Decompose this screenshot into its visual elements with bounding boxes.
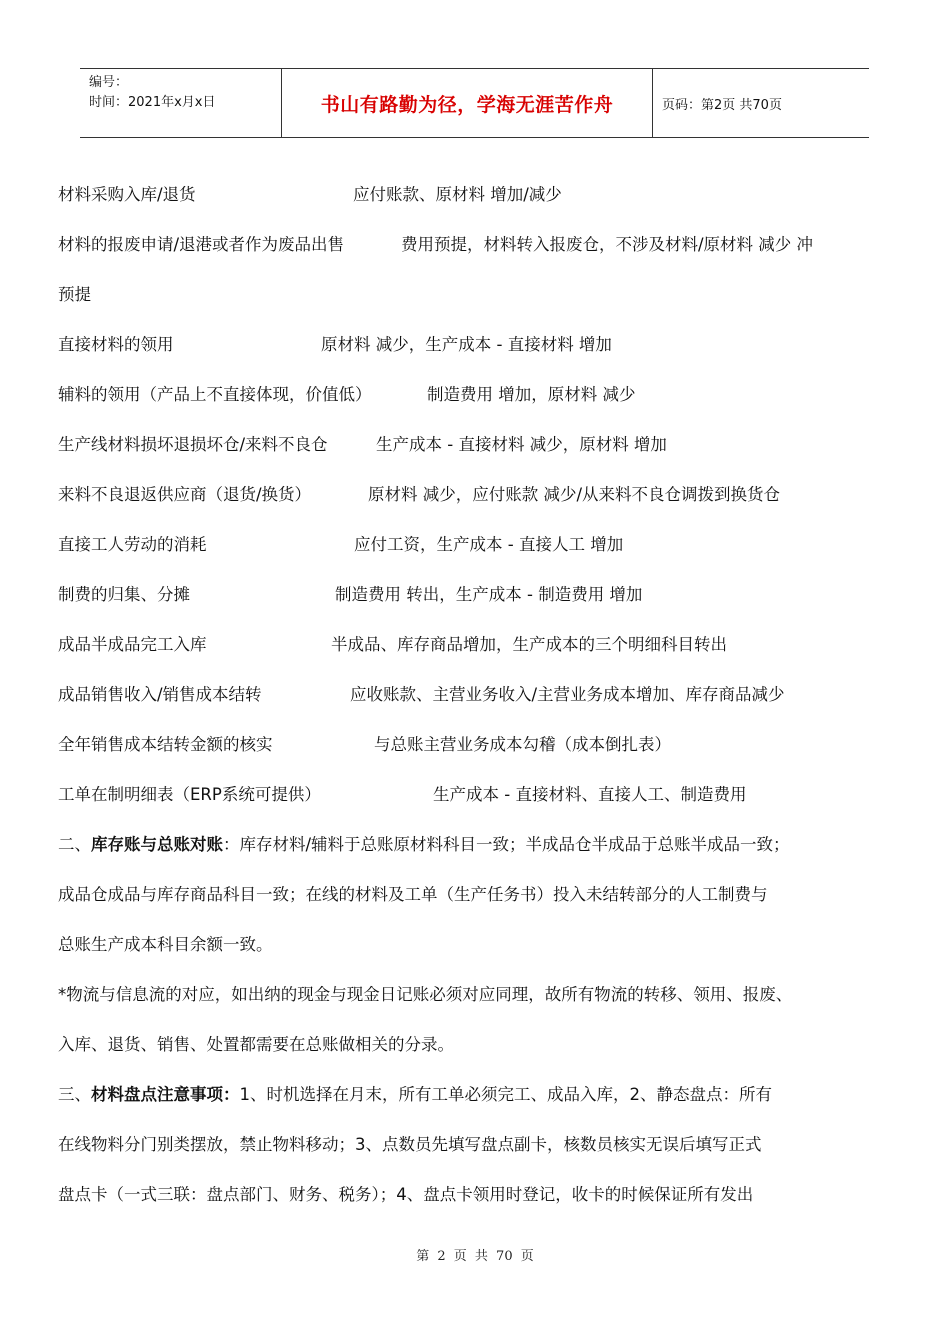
entry-item: 来料不良退返供应商（退货/换货） <box>58 485 312 504</box>
entry-item: 材料的报废申请/退港或者作为废品出售 <box>58 235 345 254</box>
entry-row <box>58 370 908 420</box>
section-3-line: 盘点卡（一式三联：盘点部门、财务、税务）；4、盘点卡领用时登记，收卡的时候保证所有发出 <box>58 1185 754 1204</box>
page-footer: 第 2 页 共 70 页 <box>416 1249 534 1264</box>
document-body <box>58 170 908 1220</box>
section-3-prefix: 三、 <box>58 1085 91 1104</box>
entry-row <box>58 320 908 370</box>
page-header <box>80 68 869 138</box>
entry-accounting: 应收账款、主营业务收入/主营业务成本增加、库存商品减少 <box>350 685 785 704</box>
entry-accounting: 半成品、库存商品增加，生产成本的三个明细科目转出 <box>331 635 727 654</box>
entry-accounting: 生产成本 - 直接材料 减少，原材料 增加 <box>376 435 667 454</box>
entry-row <box>58 570 908 620</box>
entry-item: 直接工人劳动的消耗 <box>58 535 207 554</box>
entry-row <box>58 520 908 570</box>
section-3-title: 材料盘点注意事项： <box>91 1085 240 1104</box>
entry-item: 成品半成品完工入库 <box>58 635 207 654</box>
entry-accounting: 原材料 减少，应付账款 减少/从来料不良仓调拨到换货仓 <box>368 485 781 504</box>
entry-accounting: 制造费用 转出，生产成本 - 制造费用 增加 <box>335 585 643 604</box>
entry-accounting: 费用预提，材料转入报废仓，不涉及材料/原材料 减少 冲 <box>401 235 814 254</box>
document-number-label: 编号： <box>89 75 129 90</box>
entry-row <box>58 220 908 270</box>
note-line: *物流与信息流的对应，如出纳的现金与现金日记账必须对应同理，故所有物流的转移、领用、报废、 <box>58 985 793 1004</box>
header-motto: 书山有路勤为径，学海无涯苦作舟 <box>281 69 653 137</box>
entry-row <box>58 720 908 770</box>
entry-accounting: 原材料 减少，生产成本 - 直接材料 增加 <box>321 335 612 354</box>
entry-accounting: 生产成本 - 直接材料、直接人工、制造费用 <box>433 785 747 804</box>
header-meta <box>80 69 281 137</box>
section-2-text: ：库存材料/辅料于总账原材料科目一致；半成品仓半成品于总账半成品一致； <box>223 835 790 854</box>
note-line: 入库、退货、销售、处置都需要在总账做相关的分录。 <box>58 1035 454 1054</box>
entry-row <box>58 420 908 470</box>
section-2-prefix: 二、 <box>58 835 91 854</box>
section-2-title: 库存账与总账对账 <box>91 835 223 854</box>
entry-item: 工单在制明细表（ERP系统可提供） <box>58 785 321 804</box>
entry-row <box>58 770 908 820</box>
entry-row <box>58 270 908 320</box>
entry-item: 成品销售收入/销售成本结转 <box>58 685 262 704</box>
entry-item: 直接材料的领用 <box>58 335 174 354</box>
entry-row <box>58 670 908 720</box>
section-2-line: 成品仓成品与库存商品科目一致；在线的材料及工单（生产任务书）投入未结转部分的人工制费与 <box>58 885 768 904</box>
section-2-line <box>58 820 908 870</box>
entry-item: 制费的归集、分摊 <box>58 585 190 604</box>
section-2-line: 总账生产成本科目余额一致。 <box>58 935 273 954</box>
header-page-info: 页码：第2页 共70页 <box>662 97 782 113</box>
entry-item: 材料采购入库/退货 <box>58 185 196 204</box>
entry-item: 全年销售成本结转金额的核实 <box>58 735 273 754</box>
document-time-label: 时间：2021年x月x日 <box>89 95 216 110</box>
entry-row <box>58 170 908 220</box>
entry-accounting: 与总账主营业务成本勾稽（成本倒扎表） <box>374 735 671 754</box>
section-3-line <box>58 1070 908 1120</box>
section-3-text: 1、时机选择在月末，所有工单必须完工、成品入库，2、静态盘点：所有 <box>239 1085 772 1104</box>
entry-row <box>58 470 908 520</box>
entry-accounting: 应付账款、原材料 增加/减少 <box>353 185 562 204</box>
entry-item: 辅料的领用（产品上不直接体现，价值低） <box>58 385 372 404</box>
entry-row <box>58 620 908 670</box>
entry-item: 生产线材料损坏退损坏仓/来料不良仓 <box>58 435 328 454</box>
section-3-line: 在线物料分门别类摆放，禁止物料移动；3、点数员先填写盘点副卡，核数员核实无误后填写正式 <box>58 1135 762 1154</box>
entry-accounting: 应付工资，生产成本 - 直接人工 增加 <box>354 535 624 554</box>
entry-item: 预提 <box>58 285 91 304</box>
entry-accounting: 制造费用 增加，原材料 减少 <box>427 385 636 404</box>
